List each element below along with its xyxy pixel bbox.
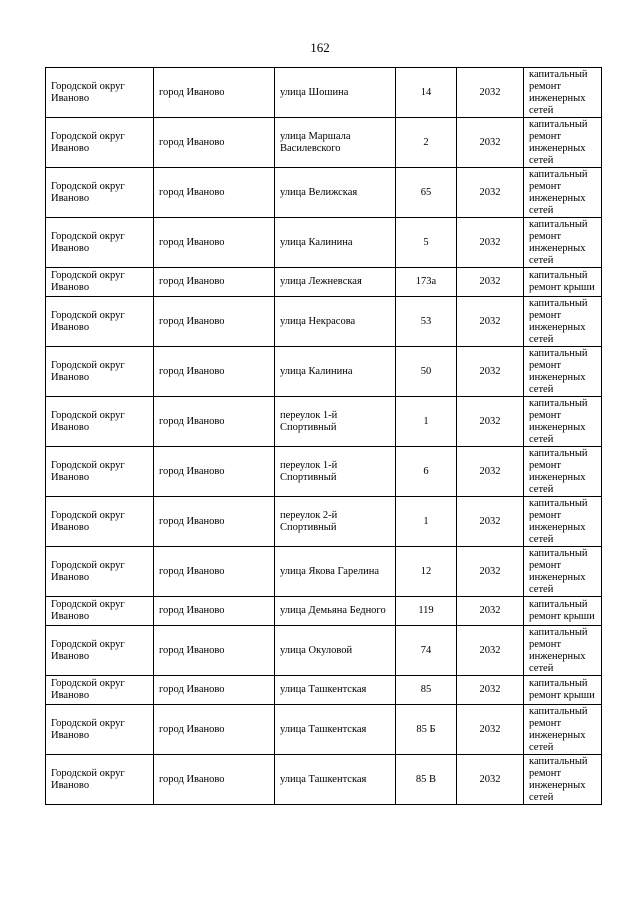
work-type-cell: капитальный ремонт инженерных сетей	[524, 347, 602, 397]
street-cell: улица Некрасова	[275, 297, 396, 347]
table-row	[46, 547, 602, 597]
work-type-cell: капитальный ремонт инженерных сетей	[524, 755, 602, 805]
work-type-cell: капитальный ремонт инженерных сетей	[524, 297, 602, 347]
street-cell: улица Велижская	[275, 168, 396, 218]
street-cell: улица Якова Гарелина	[275, 547, 396, 597]
year-cell: 2032	[457, 168, 524, 218]
year-cell: 2032	[457, 347, 524, 397]
table-row	[46, 447, 602, 497]
street-cell: улица Маршала Василевского	[275, 118, 396, 168]
district-cell: Городской округ Иваново	[46, 297, 154, 347]
district-cell: Городской округ Иваново	[46, 447, 154, 497]
district-cell: Городской округ Иваново	[46, 268, 154, 297]
street-cell: улица Лежневская	[275, 268, 396, 297]
district-cell: Городской округ Иваново	[46, 168, 154, 218]
house-number-cell: 14	[396, 68, 457, 118]
district-cell: Городской округ Иваново	[46, 347, 154, 397]
house-number-cell: 173а	[396, 268, 457, 297]
street-cell: улица Демьяна Бедного	[275, 597, 396, 626]
city-cell: город Иваново	[154, 118, 275, 168]
work-type-cell: капитальный ремонт инженерных сетей	[524, 118, 602, 168]
work-type-cell: капитальный ремонт инженерных сетей	[524, 705, 602, 755]
house-number-cell: 6	[396, 447, 457, 497]
city-cell: город Иваново	[154, 68, 275, 118]
work-type-cell: капитальный ремонт инженерных сетей	[524, 497, 602, 547]
district-cell: Городской округ Иваново	[46, 497, 154, 547]
work-type-cell: капитальный ремонт крыши	[524, 676, 602, 705]
street-cell: улица Калинина	[275, 218, 396, 268]
year-cell: 2032	[457, 547, 524, 597]
year-cell: 2032	[457, 626, 524, 676]
registry-table-body	[46, 68, 602, 805]
city-cell: город Иваново	[154, 547, 275, 597]
house-number-cell: 74	[396, 626, 457, 676]
city-cell: город Иваново	[154, 268, 275, 297]
district-cell: Городской округ Иваново	[46, 397, 154, 447]
year-cell: 2032	[457, 676, 524, 705]
street-cell: улица Шошина	[275, 68, 396, 118]
table-row	[46, 268, 602, 297]
table-row	[46, 297, 602, 347]
house-number-cell: 85 В	[396, 755, 457, 805]
year-cell: 2032	[457, 497, 524, 547]
district-cell: Городской округ Иваново	[46, 597, 154, 626]
year-cell: 2032	[457, 597, 524, 626]
district-cell: Городской округ Иваново	[46, 626, 154, 676]
work-type-cell: капитальный ремонт инженерных сетей	[524, 626, 602, 676]
district-cell: Городской округ Иваново	[46, 118, 154, 168]
year-cell: 2032	[457, 447, 524, 497]
city-cell: город Иваново	[154, 297, 275, 347]
district-cell: Городской округ Иваново	[46, 755, 154, 805]
table-row	[46, 676, 602, 705]
house-number-cell: 85 Б	[396, 705, 457, 755]
city-cell: город Иваново	[154, 626, 275, 676]
work-type-cell: капитальный ремонт инженерных сетей	[524, 397, 602, 447]
city-cell: город Иваново	[154, 676, 275, 705]
work-type-cell: капитальный ремонт крыши	[524, 268, 602, 297]
page-number: 162	[310, 40, 330, 55]
table-row	[46, 218, 602, 268]
city-cell: город Иваново	[154, 597, 275, 626]
year-cell: 2032	[457, 297, 524, 347]
city-cell: город Иваново	[154, 347, 275, 397]
street-cell: улица Калинина	[275, 347, 396, 397]
house-number-cell: 65	[396, 168, 457, 218]
table-row	[46, 705, 602, 755]
year-cell: 2032	[457, 755, 524, 805]
street-cell: улица Окуловой	[275, 626, 396, 676]
house-number-cell: 119	[396, 597, 457, 626]
work-type-cell: капитальный ремонт инженерных сетей	[524, 447, 602, 497]
work-type-cell: капитальный ремонт крыши	[524, 597, 602, 626]
city-cell: город Иваново	[154, 218, 275, 268]
district-cell: Городской округ Иваново	[46, 676, 154, 705]
year-cell: 2032	[457, 268, 524, 297]
year-cell: 2032	[457, 218, 524, 268]
year-cell: 2032	[457, 397, 524, 447]
street-cell: улица Ташкентская	[275, 705, 396, 755]
table-row	[46, 397, 602, 447]
table-row	[46, 68, 602, 118]
work-type-cell: капитальный ремонт инженерных сетей	[524, 547, 602, 597]
city-cell: город Иваново	[154, 168, 275, 218]
table-row	[46, 168, 602, 218]
year-cell: 2032	[457, 118, 524, 168]
table-row	[46, 597, 602, 626]
street-cell: улица Ташкентская	[275, 676, 396, 705]
city-cell: город Иваново	[154, 397, 275, 447]
work-type-cell: капитальный ремонт инженерных сетей	[524, 68, 602, 118]
table-row	[46, 347, 602, 397]
district-cell: Городской округ Иваново	[46, 68, 154, 118]
street-cell: улица Ташкентская	[275, 755, 396, 805]
table-row	[46, 755, 602, 805]
house-number-cell: 5	[396, 218, 457, 268]
district-cell: Городской округ Иваново	[46, 218, 154, 268]
house-number-cell: 50	[396, 347, 457, 397]
house-number-cell: 1	[396, 397, 457, 447]
work-type-cell: капитальный ремонт инженерных сетей	[524, 218, 602, 268]
table-row	[46, 626, 602, 676]
work-type-cell: капитальный ремонт инженерных сетей	[524, 168, 602, 218]
house-number-cell: 1	[396, 497, 457, 547]
registry-table	[45, 67, 602, 805]
house-number-cell: 2	[396, 118, 457, 168]
year-cell: 2032	[457, 68, 524, 118]
street-cell: переулок 1-й Спортивный	[275, 397, 396, 447]
table-row	[46, 118, 602, 168]
house-number-cell: 53	[396, 297, 457, 347]
street-cell: переулок 1-й Спортивный	[275, 447, 396, 497]
table-row	[46, 497, 602, 547]
year-cell: 2032	[457, 705, 524, 755]
district-cell: Городской округ Иваново	[46, 547, 154, 597]
house-number-cell: 85	[396, 676, 457, 705]
street-cell: переулок 2-й Спортивный	[275, 497, 396, 547]
city-cell: город Иваново	[154, 497, 275, 547]
house-number-cell: 12	[396, 547, 457, 597]
district-cell: Городской округ Иваново	[46, 705, 154, 755]
city-cell: город Иваново	[154, 705, 275, 755]
city-cell: город Иваново	[154, 447, 275, 497]
city-cell: город Иваново	[154, 755, 275, 805]
